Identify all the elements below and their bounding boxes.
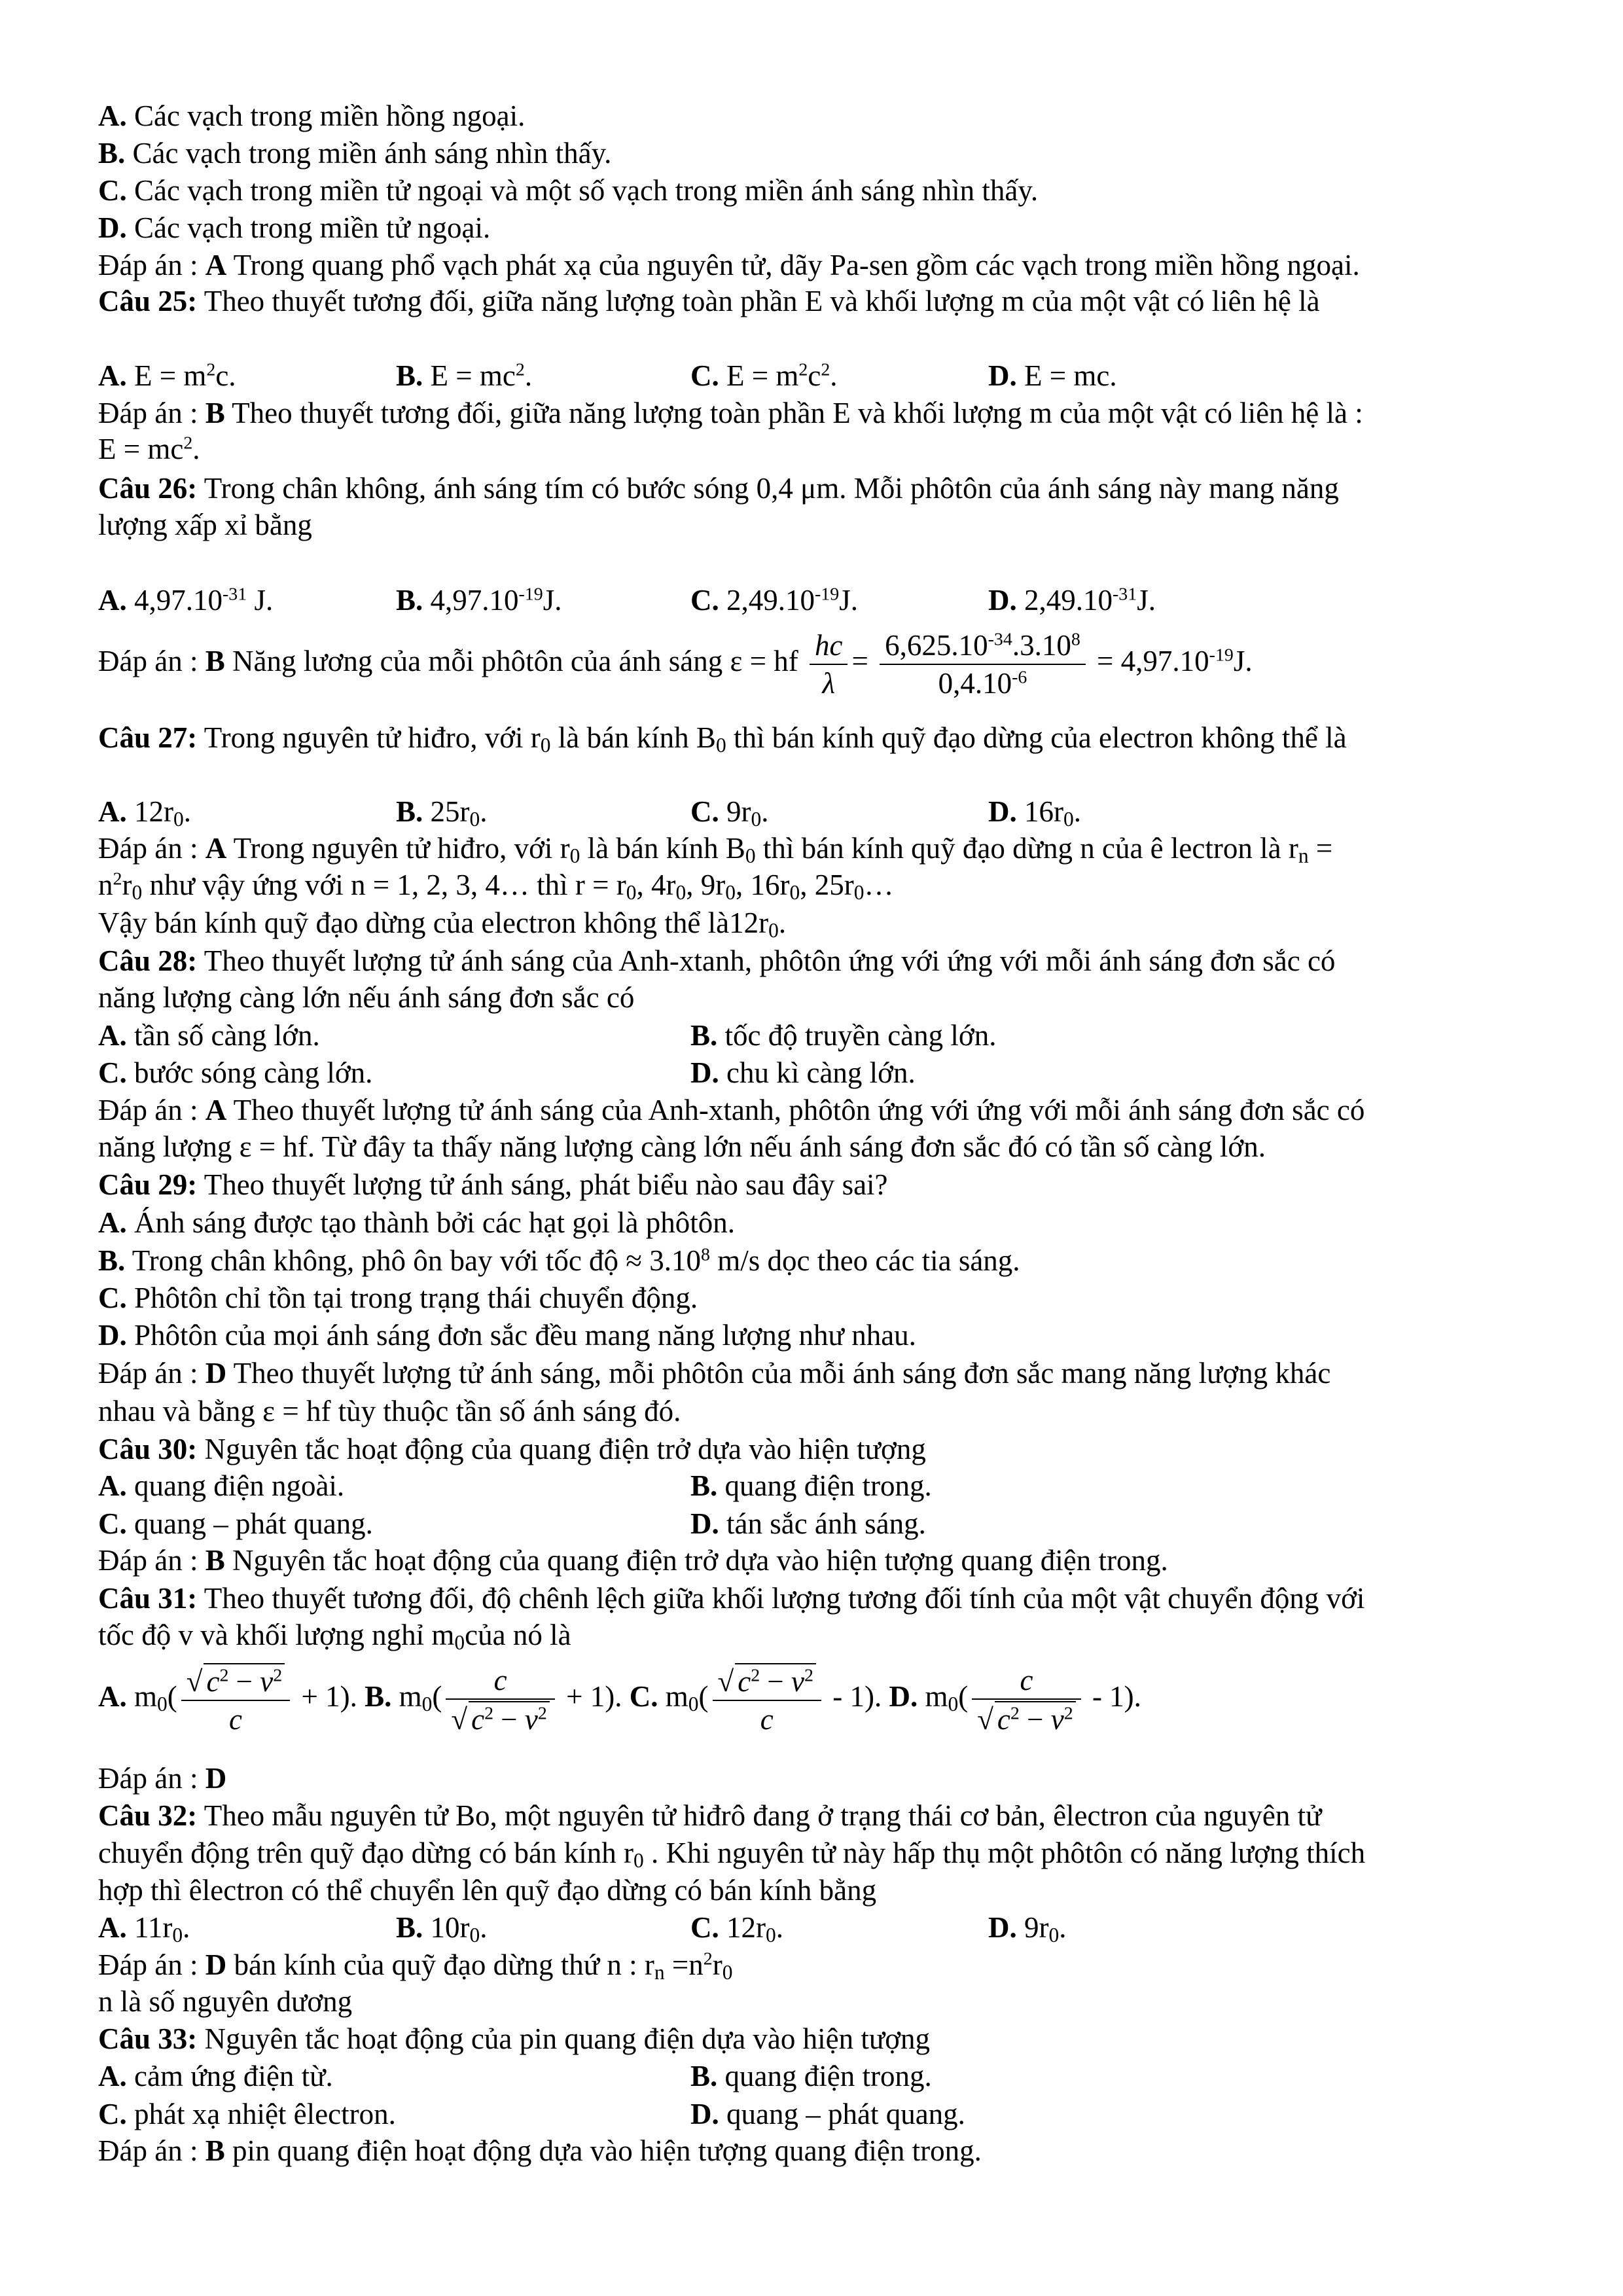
question-31: Câu 31: Theo thuyết tương đối, độ chênh lệch giữa khối lượng tương đối tính của một vật chuyển động với [98, 1582, 1365, 1615]
question-33: Câu 33: Nguyên tắc hoạt động của pin quang điện dựa vào hiện tượng [98, 2022, 931, 2055]
question-28-continued: năng lượng càng lớn nếu ánh sáng đơn sắc có [98, 981, 635, 1014]
option-b: B. $E = mc^2$. [396, 359, 533, 392]
option-a: A. $12r_0$. [98, 795, 191, 831]
option-c: C. Phôtôn chỉ tồn tại trong trạng thái chuyển động. [98, 1282, 698, 1314]
answer-continued: Vậy bán kính quỹ đạo dừng của electron không thể $là12r_0$. [98, 906, 787, 942]
question-32: Câu 32: Theo mẫu nguyên tử Bo, một nguyên tử hiđrô đang ở trạng thái cơ bản, êlectron của nguyên tử [98, 1799, 1322, 1832]
answer: Đáp án : D bán kính của quỹ đạo dừng thứ n : $r_n =n^2r_0$ [98, 1948, 733, 1984]
formula-options-row [98, 1654, 1141, 1739]
formula-fraction: $\frac{hc}{\lambda}$ [810, 628, 847, 700]
answer: Đáp án : D [98, 1762, 227, 1795]
question-32-continued: chuyển động trên quỹ đạo dừng có bán kính $r_0$ . Khi nguyên tử này hấp thụ một phôtôn có năng lượng thích [98, 1837, 1366, 1872]
question-26: Câu 26: Trong chân không, ánh sáng tím có bước sóng 0,4 μm. Mỗi phôtôn của ánh sáng này mang năng [98, 472, 1339, 505]
question-26-continued: lượng xấp xỉ bằng [98, 509, 312, 541]
answer: Đáp án : D Theo thuyết lượng tử ánh sáng, mỗi phôtôn của mỗi ánh sáng đơn sắc mang năng lượng khác [98, 1357, 1331, 1390]
option-a: A. $m_0$( $\frac{√ c^2 - v^2}{c}$ + 1). [98, 1680, 357, 1713]
option-c: C. phát xạ nhiệt êlectron. [98, 2098, 396, 2130]
option-c: C. $12r_0$. [690, 1911, 783, 1946]
answer-continued: $E = mc^2$. [98, 433, 200, 465]
question-28: Câu 28: Theo thuyết lượng tử ánh sáng của Anh-xtanh, phôtôn ứng với ứng với mỗi ánh sáng đơn sắc có [98, 944, 1336, 977]
question-27: Câu 27: Trong nguyên tử hiđro, với $r_0$ là bán kính $B_0$ thì bán kính quỹ đạo dừng của electron không thể là [98, 721, 1347, 757]
answer-continued: n là số nguyên dương [98, 1985, 353, 2018]
option-d: D. tán sắc ánh sáng. [690, 1507, 926, 1540]
option-b: B. $10r_0$. [396, 1911, 488, 1946]
option-d: D. E = mc. [988, 359, 1117, 392]
answer: Đáp án : A Trong nguyên tử hiđro, với $r_0$ là bán kính $B_0$ thì bán kính quỹ đạo dừng n của ê lectron là $r_n$ = [98, 832, 1333, 867]
question-32-continued: hợp thì êlectron có thể chuyển lên quỹ đạo dừng có bán kính bằng [98, 1874, 877, 1907]
option-c: C. $2,49.10^{-19}J$. [690, 584, 858, 617]
option-b: B. Trong chân không, phô ôn bay với tốc độ ≈ $3.10^8$ m/s dọc theo các tia sáng. [98, 1244, 1020, 1277]
option-a: A. Ánh sáng được tạo thành bởi các hạt gọi là phôtôn. [98, 1206, 736, 1239]
option-c: C. $E = m^2c^2$. [690, 359, 838, 392]
option-d: D. Phôtôn của mọi ánh sáng đơn sắc đều mang năng lượng như nhau. [98, 1319, 916, 1352]
answer: Đáp án : A Trong quang phổ vạch phát xạ của nguyên tử, dãy Pa-sen gồm các vạch trong miền hồng ngoại. [98, 249, 1360, 281]
option-b: B. $4,97.10^{-19}J$. [396, 584, 562, 617]
option-c: C. quang – phát quang. [98, 1507, 373, 1540]
option-a: A. tần số càng lớn. [98, 1019, 320, 1052]
answer-continued: $n^2r_0$ như vậy ứng với n = 1, 2, 3, 4… thì $r = r_0$, $4r_0$, $9r_0$, $16r_0$, $25r_0\dots$ [98, 869, 894, 904]
option-a: A. cảm ứng điện từ. [98, 2060, 333, 2092]
answer: Đáp án : B pin quang điện hoạt động dựa vào hiện tượng quang điện trong. [98, 2134, 982, 2167]
question-31-continued: tốc độ v và khối lượng nghỉ $m_0của$ nó là [98, 1619, 571, 1654]
option-b: B. Các vạch trong miền ánh sáng nhìn thấy. [98, 137, 612, 170]
formula-fraction: $\frac{√ c^2 - v^2}{c}$ [713, 1663, 821, 1736]
formula-fraction: $\frac{c}{√ c^2 - v^2}$ [446, 1663, 554, 1736]
option-d: D. $16r_0$. [988, 795, 1081, 831]
option-a: A. quang điện ngoài. [98, 1469, 345, 1502]
option-b: B. $m_0$( $\frac{c}{√ c^2 - v^2}$ + 1). [365, 1663, 622, 1736]
formula-fraction: $\frac{c}{√ c^2 - v^2}$ [972, 1663, 1080, 1736]
answer: Đáp án : A Theo thuyết lượng tử ánh sáng của Anh-xtanh, phôtôn ứng với ứng với mỗi ánh sáng đơn sắc có [98, 1094, 1365, 1126]
option-c: C. $9r_0$. [690, 795, 769, 831]
answer: Đáp án : B Năng lương của mỗi phôtôn của ánh sáng ε = hf $\frac{hc}{\lambda}$ = $\frac{6,625.10^{-34}.3.10^8}{0,4.10^{-6}}$ = $4,97.10^{-19}J$. [98, 628, 1253, 700]
option-d: D. $m_0$( $\frac{c}{√ c^2 - v^2}$ - 1). [889, 1663, 1141, 1736]
option-b: B. $25r_0$. [396, 795, 488, 831]
option-b: B. tốc độ truyền càng lớn. [690, 1019, 997, 1052]
answer: Đáp án : B Nguyên tắc hoạt động của quang điện trở dựa vào hiện tượng quang điện trong. [98, 1544, 1168, 1577]
option-d: D. $2,49.10^{-31}J$. [988, 584, 1156, 617]
formula-fraction: $\frac{√ c^2 - v^2}{c}$ [181, 1663, 290, 1736]
option-c: C. $m_0$( $\frac{√ c^2 - v^2}{c}$ - 1). [630, 1680, 882, 1713]
option-a: A. Các vạch trong miền hồng ngoại. [98, 99, 526, 132]
option-d: D. quang – phát quang. [690, 2098, 965, 2130]
answer: Đáp án : B Theo thuyết tương đối, giữa năng lượng toàn phần E và khối lượng m của một vật có liên hệ là : [98, 397, 1363, 429]
option-a: A. $11r_0$. [98, 1911, 190, 1946]
option-d: D. chu kì càng lớn. [690, 1056, 916, 1089]
question-25: Câu 25: Theo thuyết tương đối, giữa năng lượng toàn phần E và khối lượng m của một vật có liên hệ là [98, 285, 1320, 317]
option-a: A. $4,97.10^{-31}$ J. [98, 584, 274, 617]
option-c: C. bước sóng càng lớn. [98, 1056, 373, 1089]
option-a: A. $E = m^2c$. [98, 359, 236, 392]
formula-fraction: $\frac{6,625.10^{-34}.3.10^8}{0,4.10^{-6}}$ [880, 628, 1086, 700]
option-b: B. quang điện trong. [690, 2060, 932, 2092]
answer-continued: nhau và bằng ε = hf tùy thuộc tần số ánh sáng đó. [98, 1395, 681, 1427]
option-d: D. $9r_0$. [988, 1911, 1067, 1946]
option-d: D. Các vạch trong miền tử ngoại. [98, 211, 491, 244]
option-c: C. Các vạch trong miền tử ngoại và một số vạch trong miền ánh sáng nhìn thấy. [98, 174, 1039, 207]
answer-continued: năng lượng ε = hf. Từ đây ta thấy năng lượng càng lớn nếu ánh sáng đơn sắc đó có tần số càng lớn. [98, 1130, 1266, 1163]
option-b: B. quang điện trong. [690, 1469, 932, 1502]
question-29: Câu 29: Theo thuyết lượng tử ánh sáng, phát biểu nào sau đây sai? [98, 1168, 888, 1201]
question-30: Câu 30: Nguyên tắc hoạt động của quang điện trở dựa vào hiện tượng [98, 1433, 926, 1465]
